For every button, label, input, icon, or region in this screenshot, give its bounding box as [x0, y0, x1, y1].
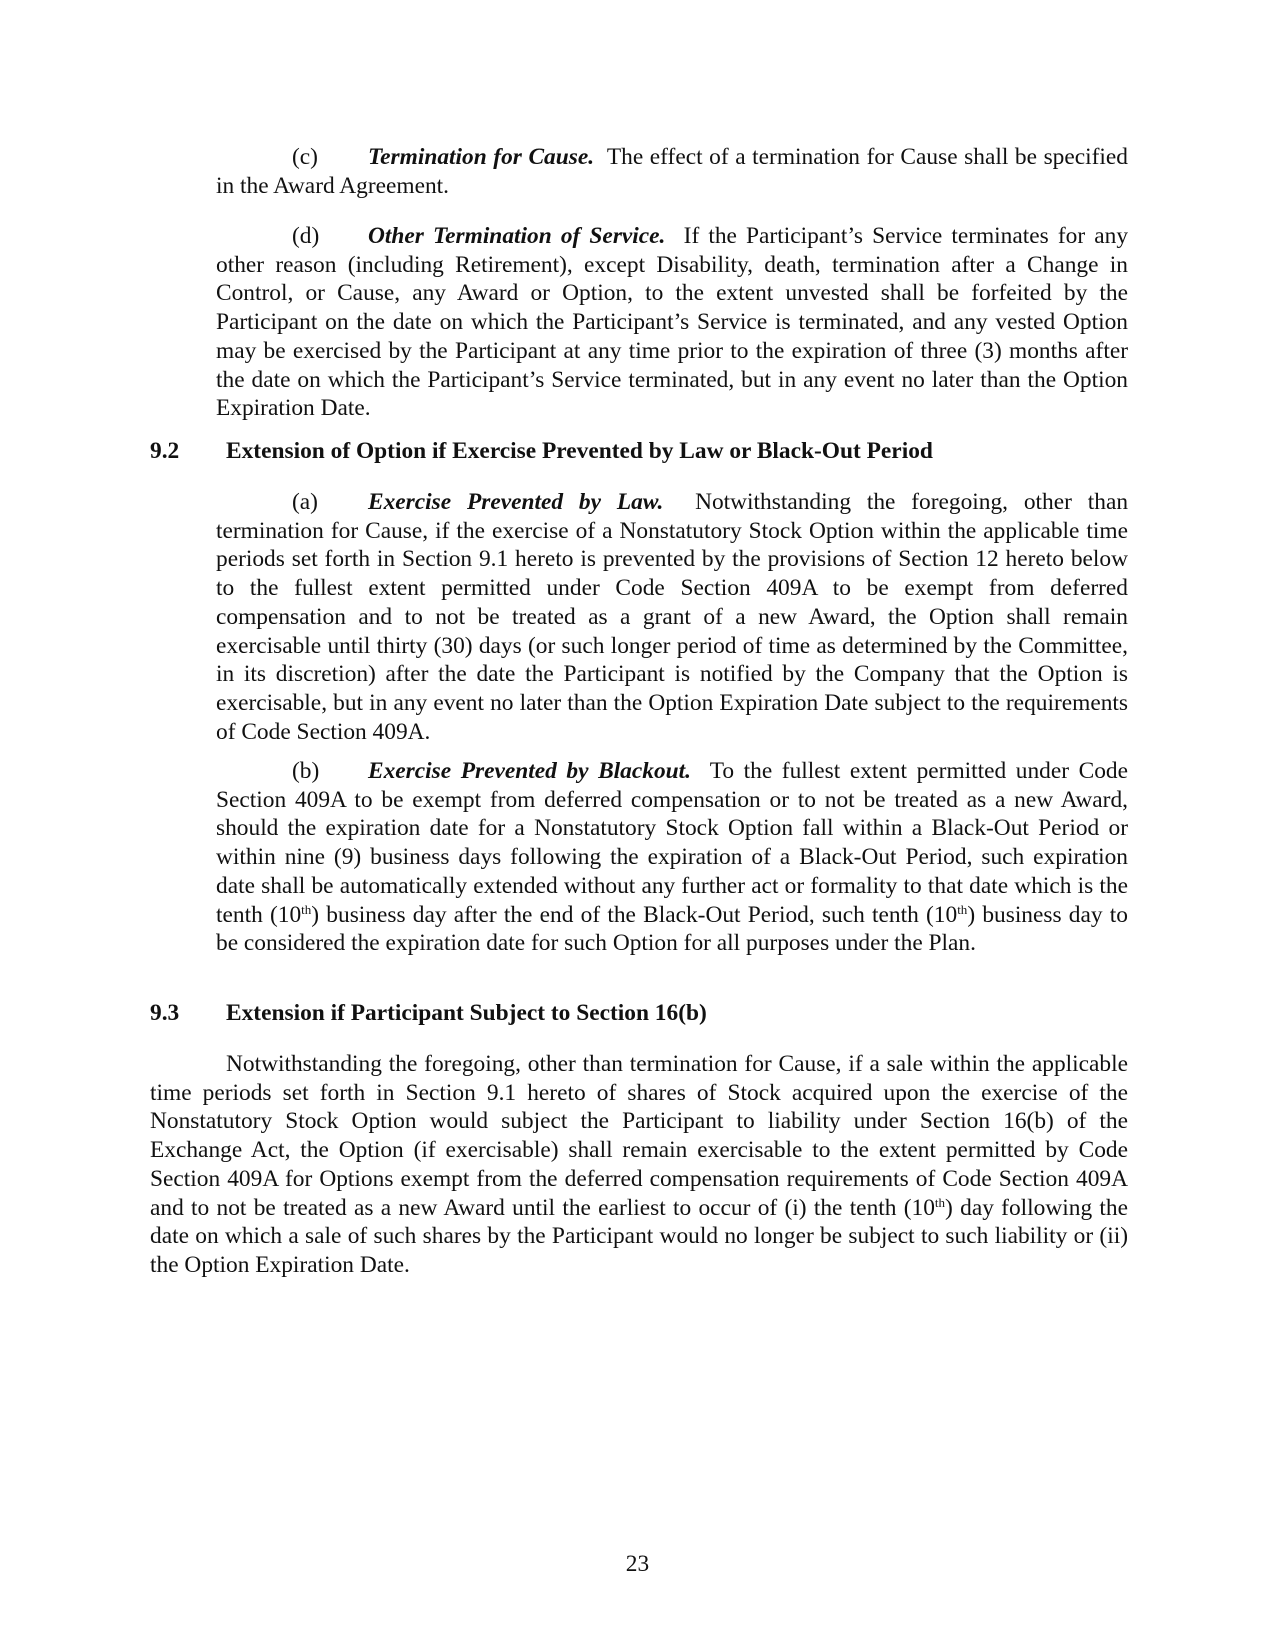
paragraph-9-3 — [150, 1050, 1128, 1280]
paragraph-text: If the Participant’s Service terminates for any other reason (including Retirement), except Disability, death, termination after a Change in Control, or Cause, any Award or Option, to the extent unvested shall be forfeited by the Participant on the date on which the Participant’s Service is terminated, and any vested Option may be exercised by the Participant at any time prior to the expiration of three (3) months after the date on which the Participant’s Service terminated, but in any event no later than the Option Expiration Date. — [216, 223, 1129, 422]
paragraph-label: (d) — [292, 223, 320, 249]
superscript: th — [957, 901, 968, 917]
paragraph-9-2-b — [216, 757, 1128, 958]
paragraph-text: ) business day after the end of the Black-Out Period, such tenth (10 — [311, 901, 958, 928]
paragraph-9-2-a — [216, 488, 1128, 746]
section-title: Extension of Option if Exercise Prevented by Law or Black-Out Period — [226, 438, 933, 464]
paragraph-heading: Other Termination of Service. — [368, 223, 666, 249]
paragraph-text: Notwithstanding the foregoing, other than termination for Cause, if the exercise of a Nonstatutory Stock Option within the applicable time periods set forth in Section 9.1 hereto is prevented by the provisions of Section 12 hereto below to the fullest extent permitted under Code Section 409A to be exempt from deferred compensation and to not be treated as a grant of a new Award, the Option shall remain exercisable until thirty (30) days (or such longer period of time as determined by the Committee, in its discretion) after the date the Participant is notified by the Company that the Option is exercisable, but in any event no later than the Option Expiration Date subject to the requirements of Code Section 409A. — [216, 489, 1129, 745]
section-number: 9.3 — [150, 1000, 180, 1026]
paragraph-heading: Exercise Prevented by Blackout. — [368, 758, 691, 784]
page-number: 23 — [625, 1551, 650, 1577]
paragraph-text: Notwithstanding the foregoing, other than termination for Cause, if a sale within the applicable time periods set forth in Section 9.1 hereto of shares of Stock acquired upon the exercise of the Nonstatutory Stock Option would subject the Participant to liability under Section 16(b) of the Exchange Act, the Option (if exercisable) shall remain exercisable to the extent permitted by Code Section 409A for Options exempt from the deferred compensation requirements of Code Section 409A and to not be treated as a new Award until the earliest to occur of (i) the tenth (10 — [150, 1051, 1128, 1221]
paragraph-heading: Termination for Cause. — [368, 144, 595, 170]
paragraph-heading: Exercise Prevented by Law. — [368, 489, 664, 515]
paragraph-text: To the fullest extent permitted under Code Section 409A to be exempt from deferred compensation or to not be treated as a new Award, should the expiration date for a Nonstatutory Stock Option fall within a Black-Out Period or within nine (9) business days following the expiration of a Black-Out Period, such expiration date shall be automatically extended without any further act or formality to that date which is the tenth (10 — [216, 758, 1128, 928]
section-heading-9-2 — [150, 437, 933, 465]
section-number: 9.2 — [150, 438, 180, 464]
superscript: th — [301, 901, 312, 917]
paragraph-9-1-c — [216, 143, 1128, 200]
paragraph-label: (c) — [292, 144, 318, 170]
paragraph-text: ) business day to be considered the expiration date for such Option for all purposes under the Plan. — [216, 901, 1128, 957]
paragraph-text: ) day following the date on which a sale of such shares by the Participant would no longer be subject to such liability or (ii) the Option Expiration Date. — [150, 1194, 1128, 1278]
paragraph-label: (b) — [292, 758, 320, 784]
paragraph-text: The effect of a termination for Cause shall be specified in the Award Agreement. — [216, 144, 1128, 199]
section-heading-9-3 — [150, 999, 707, 1027]
superscript: th — [934, 1194, 946, 1210]
paragraph-9-1-d — [216, 222, 1128, 423]
paragraph-label: (a) — [292, 489, 318, 515]
section-title: Extension if Participant Subject to Section 16(b) — [226, 1000, 707, 1026]
